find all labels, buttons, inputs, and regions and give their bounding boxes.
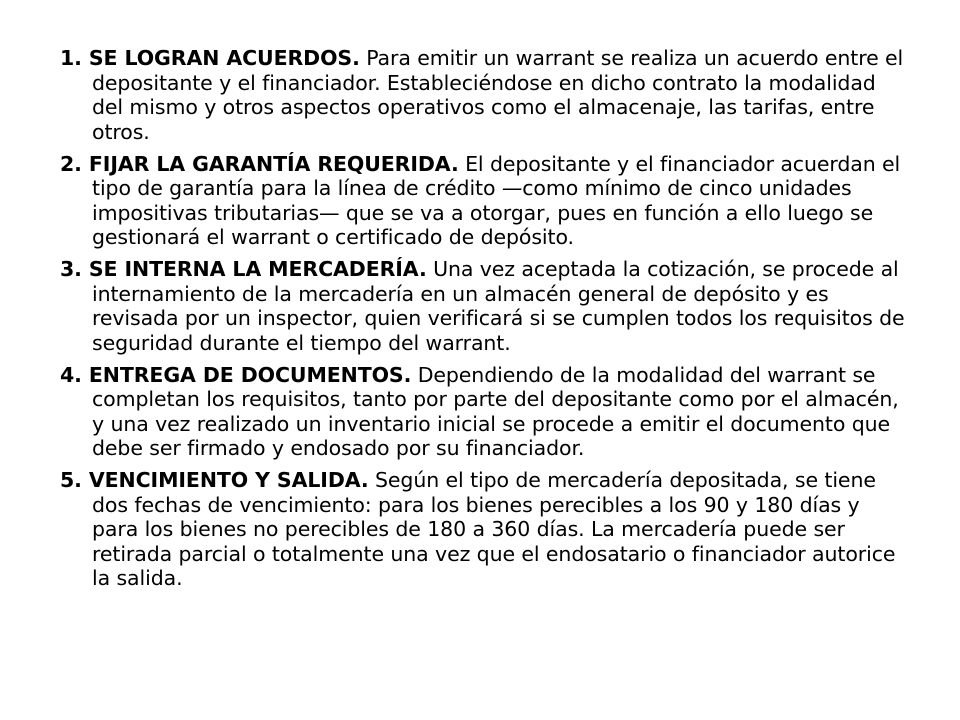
step-heading: 2. FIJAR LA GARANTÍA REQUERIDA. [60, 151, 459, 176]
step-body: Una vez aceptada la cotización, se procede al internamiento de la mercadería en un almacén general de depósito y es revisada por un inspector, quien verificará si se cumplen todos los requisitos de seguridad durante el tiempo del warrant. [92, 257, 905, 355]
step-item-1 [60, 46, 910, 144]
step-heading: 5. VENCIMIENTO Y SALIDA. [60, 468, 369, 492]
step-item-3 [60, 257, 910, 355]
step-body: Para emitir un warrant se realiza un acuerdo entre el depositante y el financiador. Estableciéndose en dicho contrato la modalidad del mismo y otros aspectos operativos como el almacenaje, las tarifas, entre otros. [92, 46, 904, 144]
step-body: Según el tipo de mercadería depositada, se tiene dos fechas de vencimiento: para los bienes perecibles a los 90 y 180 días y para los bienes no perecibles de 180 a 360 días. La mercadería puede ser retirada parcial o totalmente una vez que el endosatario o financiador autorice la salida. [92, 468, 896, 590]
step-heading: 3. SE INTERNA LA MERCADERÍA. [60, 257, 427, 281]
step-body: El depositante y el financiador acuerdan el tipo de garantía para la línea de crédito —como mínimo de cinco unidades impositivas tributarias— que se va a otorgar, pues en función a ello luego se gestionará el warrant o certificado de depósito. [92, 151, 901, 249]
step-heading: 4. ENTREGA DE DOCUMENTOS. [60, 362, 412, 387]
step-item-4 [60, 363, 910, 461]
step-item-5 [60, 468, 910, 591]
slide-content [60, 46, 910, 598]
step-item-2 [60, 152, 910, 250]
step-body: Dependiendo de la modalidad del warrant se completan los requisitos, tanto por parte del depositante como por el almacén, y una vez realizado un inventario inicial se procede a emitir el documento que debe ser firmado y endosado por su financiador. [92, 362, 899, 460]
step-heading: 1. SE LOGRAN ACUERDOS. [60, 46, 360, 70]
